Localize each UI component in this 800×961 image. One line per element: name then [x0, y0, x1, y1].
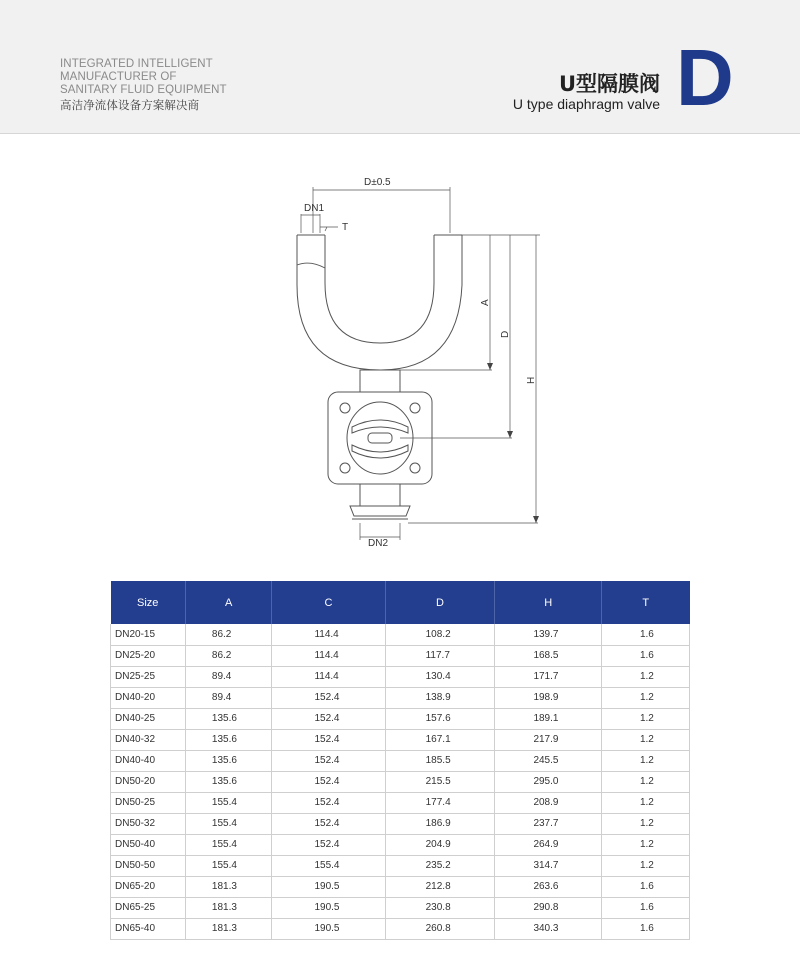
table-cell: 340.3 [495, 918, 602, 939]
table-cell: 1.6 [601, 897, 689, 918]
table-cell: 152.4 [272, 708, 385, 729]
col-header-a: A [185, 581, 272, 624]
page-title-cn: U型隔膜阀 [558, 72, 660, 96]
dim-label-dn2: DN2 [368, 538, 389, 549]
page-header [0, 0, 800, 134]
table-cell: 108.2 [385, 624, 495, 645]
table-cell: 155.4 [185, 855, 272, 876]
table-cell: 114.4 [272, 645, 385, 666]
table-cell: 181.3 [185, 897, 272, 918]
table-cell: DN40-40 [111, 750, 186, 771]
table-cell: 152.4 [272, 729, 385, 750]
table-cell: 237.7 [495, 813, 602, 834]
table-cell: 1.6 [601, 918, 689, 939]
col-header-d: D [385, 581, 495, 624]
table-row [111, 750, 690, 771]
table-cell: 89.4 [185, 687, 272, 708]
company-tagline [60, 58, 227, 112]
table-cell: 235.2 [385, 855, 495, 876]
table-cell: 155.4 [272, 855, 385, 876]
col-header-size: Size [111, 581, 186, 624]
col-header-h: H [495, 581, 602, 624]
section-letter: D [676, 33, 734, 122]
table-cell: 177.4 [385, 792, 495, 813]
table-cell: 155.4 [185, 834, 272, 855]
table-row [111, 624, 690, 645]
table-cell: 86.2 [185, 624, 272, 645]
table-cell: 138.9 [385, 687, 495, 708]
table-row [111, 708, 690, 729]
table-body [111, 624, 690, 939]
table-cell: DN40-32 [111, 729, 186, 750]
table-cell: 135.6 [185, 708, 272, 729]
table-row [111, 666, 690, 687]
table-cell: DN65-20 [111, 876, 186, 897]
table-cell: 295.0 [495, 771, 602, 792]
table-row [111, 918, 690, 939]
table-cell: 1.2 [601, 666, 689, 687]
table-cell: 1.2 [601, 708, 689, 729]
table-cell: 130.4 [385, 666, 495, 687]
table-cell: 152.4 [272, 750, 385, 771]
valve-diagram-svg [280, 165, 560, 555]
u-pipe-inner [325, 235, 434, 343]
table-cell: 139.7 [495, 624, 602, 645]
table-cell: DN50-50 [111, 855, 186, 876]
table-cell: 155.4 [185, 792, 272, 813]
table-cell: 208.9 [495, 792, 602, 813]
table-row [111, 855, 690, 876]
table-cell: 135.6 [185, 750, 272, 771]
table-cell: DN65-25 [111, 897, 186, 918]
company-line-2: MANUFACTURER OF [60, 71, 177, 83]
table-cell: 1.2 [601, 771, 689, 792]
dim-label-a: A [480, 299, 491, 306]
table-cell: 171.7 [495, 666, 602, 687]
table-row [111, 645, 690, 666]
table-cell: 314.7 [495, 855, 602, 876]
table-cell: 135.6 [185, 771, 272, 792]
table-row [111, 771, 690, 792]
table-cell: 1.2 [601, 813, 689, 834]
table-cell: 190.5 [272, 897, 385, 918]
table-cell: 190.5 [272, 918, 385, 939]
dim-label-d: D [500, 330, 511, 338]
table-cell: 135.6 [185, 729, 272, 750]
table-cell: 186.9 [385, 813, 495, 834]
table-cell: DN20-15 [111, 624, 186, 645]
table-cell: 181.3 [185, 918, 272, 939]
table-cell: 185.5 [385, 750, 495, 771]
table-row [111, 729, 690, 750]
table-cell: 1.2 [601, 855, 689, 876]
table-cell: 290.8 [495, 897, 602, 918]
table-cell: 264.9 [495, 834, 602, 855]
table-cell: DN65-40 [111, 918, 186, 939]
table-cell: 152.4 [272, 771, 385, 792]
table-cell: 167.1 [385, 729, 495, 750]
table-cell: DN40-20 [111, 687, 186, 708]
table-cell: 117.7 [385, 645, 495, 666]
table-row [111, 834, 690, 855]
table-cell: 1.6 [601, 876, 689, 897]
table-cell: 152.4 [272, 813, 385, 834]
table-cell: 245.5 [495, 750, 602, 771]
col-header-c: C [272, 581, 385, 624]
page-title-en: U type diaphragm valve [512, 96, 660, 112]
table-cell: DN25-25 [111, 666, 186, 687]
company-line-3: SANITARY FLUID EQUIPMENT [60, 84, 227, 96]
table-cell: 1.2 [601, 834, 689, 855]
dim-label-dn1: DN1 [304, 203, 325, 214]
table-row [111, 687, 690, 708]
col-header-t: T [601, 581, 689, 624]
dim-label-d-tolerance: D±0.5 [364, 177, 391, 188]
table-cell: DN50-20 [111, 771, 186, 792]
table-cell: DN40-25 [111, 708, 186, 729]
table-cell: 189.1 [495, 708, 602, 729]
table-cell: DN25-20 [111, 645, 186, 666]
dim-label-h: H [526, 376, 537, 384]
company-line-1: INTEGRATED INTELLIGENT [60, 58, 213, 70]
table-cell: 212.8 [385, 876, 495, 897]
table-cell: 152.4 [272, 687, 385, 708]
table-row [111, 897, 690, 918]
company-line-cn: 高洁净流体设备方案解决商 [60, 98, 200, 112]
valve-neck [360, 370, 400, 392]
valve-outlet [360, 484, 400, 506]
table-cell: 1.2 [601, 792, 689, 813]
table-cell: 190.5 [272, 876, 385, 897]
table-cell: 114.4 [272, 666, 385, 687]
table-cell: 86.2 [185, 645, 272, 666]
table-cell: 1.2 [601, 750, 689, 771]
table-cell: 181.3 [185, 876, 272, 897]
valve-drawing [280, 165, 560, 555]
table-cell: 89.4 [185, 666, 272, 687]
table-cell: 217.9 [495, 729, 602, 750]
table-cell: DN50-25 [111, 792, 186, 813]
table-cell: 168.5 [495, 645, 602, 666]
table-row [111, 876, 690, 897]
table-cell: 1.2 [601, 687, 689, 708]
spec-table [110, 581, 690, 940]
table-cell: 157.6 [385, 708, 495, 729]
u-pipe-outer [297, 235, 462, 370]
table-cell: DN50-32 [111, 813, 186, 834]
table-cell: 215.5 [385, 771, 495, 792]
table-row [111, 813, 690, 834]
table-cell: DN50-40 [111, 834, 186, 855]
table-cell: 155.4 [185, 813, 272, 834]
table-row [111, 792, 690, 813]
table-cell: 114.4 [272, 624, 385, 645]
table-cell: 1.2 [601, 729, 689, 750]
table-cell: 230.8 [385, 897, 495, 918]
dim-label-t: T [342, 222, 349, 233]
table-cell: 198.9 [495, 687, 602, 708]
table-header-row [111, 581, 690, 624]
table-cell: 204.9 [385, 834, 495, 855]
table-cell: 263.6 [495, 876, 602, 897]
table-cell: 152.4 [272, 792, 385, 813]
table-cell: 260.8 [385, 918, 495, 939]
table-cell: 152.4 [272, 834, 385, 855]
table-cell: 1.6 [601, 624, 689, 645]
table-cell: 1.6 [601, 645, 689, 666]
